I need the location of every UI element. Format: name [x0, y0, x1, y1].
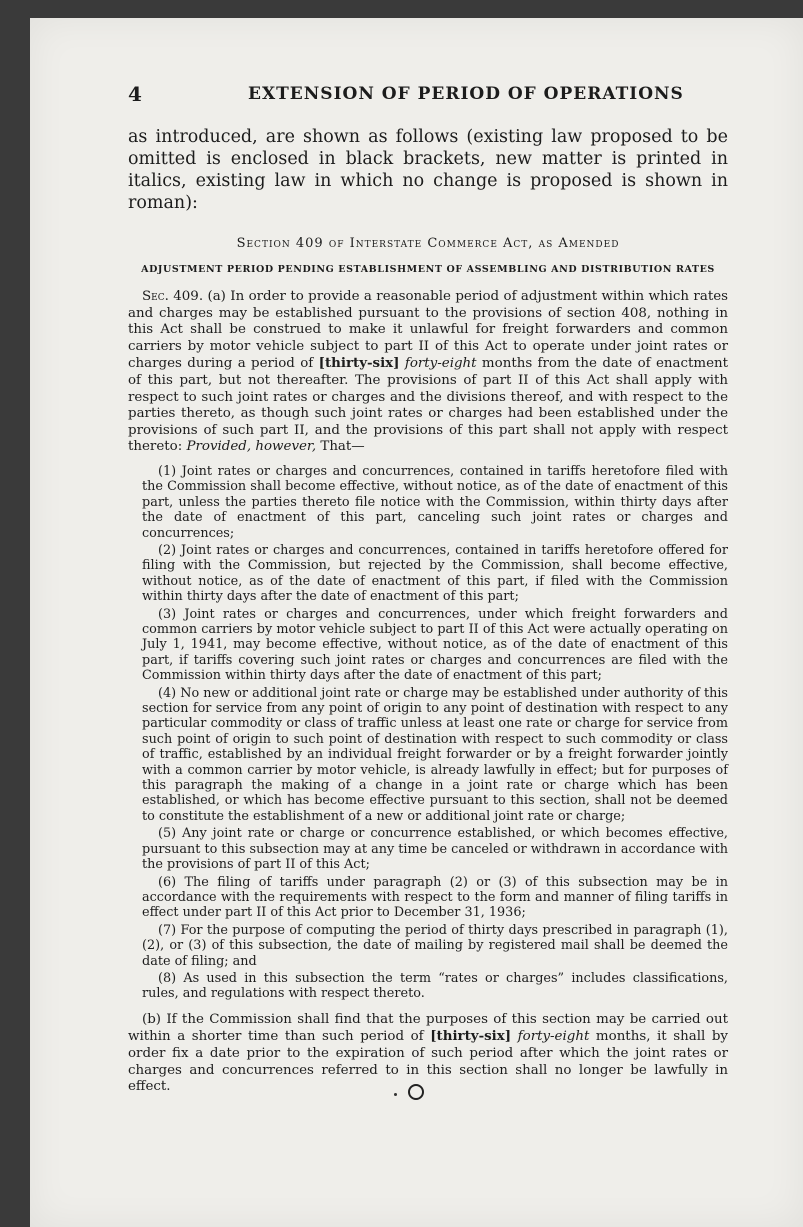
new-matter-text: forty-eight [517, 1029, 590, 1045]
paragraph-b [128, 1012, 728, 1096]
circle-mark-icon [408, 1084, 424, 1100]
list-item: (1) Joint rates or charges and concurrences, contained in tariffs heretofore filed with the Commission shall become effective, without notice, as of the date of enactment of this part, unless the parties thereto file notice with the Commission, within thirty days after the date of enactment of this part, canceling such joint rates or charges and concurrences; [142, 463, 728, 541]
intro-paragraph: as introduced, are shown as follows (existing law proposed to be omitted is enclosed in black brackets, new matter is printed in italics, existing law in which no change is proposed is shown in roman): [128, 127, 728, 213]
paragraph-b-text-2: months, it shall by order fix a date prior to the expiration of such period after which the joint rates or charges and concurrences referred to in this section shall no longer be lawfully in effect. [128, 1029, 728, 1095]
proviso-text: Provided, however, [186, 439, 317, 455]
section-label: Sec. 409. [142, 289, 204, 304]
list-item: (3) Joint rates or charges and concurrences, under which freight forwarders and common carriers by motor vehicle subject to part II of this Act were actually operating on July 1, 1941, may become effective, without notice, as of the date of enactment of this part, if tariffs covering such joint rates or charges and concurrences are filed with the Commission within thirty days after the date of enactment of this part; [142, 606, 728, 684]
new-matter-text: forty-eight [404, 356, 477, 372]
page-content [128, 82, 728, 1096]
running-header [128, 82, 728, 112]
list-item: (8) As used in this subsection the term “rates or charges” includes classifications, rules, and regulations with respect thereto. [142, 970, 728, 1002]
paragraph-b-text-1: (b) If the Commission shall find that the purposes of this section may be carried out within a shorter time than such period of [128, 1011, 728, 1045]
omitted-text: [thirty-six] [430, 1028, 512, 1045]
list-item: (6) The filing of tariffs under paragraph (2) or (3) of this subsection may be in accordance with the requirements with respect to the form and manner of filing tariffs in effect under part II of this Act prior to December 31, 1936; [142, 874, 728, 921]
paragraph-a [128, 289, 728, 456]
list-item: (2) Joint rates or charges and concurrences, contained in tariffs heretofore offered for filing with the Commission, but rejected by the Commission, shall become effective, without notice, as of the date of enactment of this part, if filed with the Commission within thirty days after the date of enactment of this part; [142, 542, 728, 605]
running-title: EXTENSION OF PERIOD OF OPERATIONS [248, 84, 684, 104]
paragraph-a-text-1: (a) In order to provide a reasonable period of adjustment within which rates and charges may be established pursuant to the provisions of section 408, nothing in this Act shall be construed to make it unlawful for freight forwarders and common carriers by motor vehicle subject to part II of this Act to operate under joint rates or charges during a period of [128, 289, 728, 372]
page-number: 4 [128, 82, 143, 106]
dot-mark [394, 1093, 397, 1096]
document-page [30, 18, 803, 1227]
sub-heading: ADJUSTMENT PERIOD PENDING ESTABLISHMENT OF ASSEMBLING AND DISTRIBUTION RATES [141, 264, 715, 275]
subsection-list [128, 464, 728, 1002]
list-item: (5) Any joint rate or charge or concurrence established, or which becomes effective, pursuant to this subsection may at any time be canceled or withdrawn in accordance with the provisions of part II of this Act; [142, 826, 728, 873]
paragraph-a-text-2: months from the date of enactment of this part, but not thereafter. The provisions of part II of this Act shall apply with respect to such joint rates or charges and the divisions thereof, and with respect to the parties thereto, as though such joint rates or charges had been established under the provisions of such part II, and the provisions of this part shall not apply with respect thereto: [128, 356, 728, 455]
section-heading: Section 409 of Interstate Commerce Act, as Amended [236, 236, 620, 251]
omitted-text: [thirty-six] [318, 355, 400, 372]
list-item: (7) For the purpose of computing the period of thirty days prescribed in paragraph (1), (2), or (3) of this subsection, the date of mailing by registered mail shall be deemed the date of filing; and [142, 922, 728, 969]
list-item: (4) No new or additional joint rate or charge may be established under authority of this section for service from any point of origin to any point of destination with respect to any particular commodity or class of traffic unless at least one rate or charge for service from such point of origin to such point of destination with respect to such commodity or class of traffic, established by an individual freight forwarder or by a freight forwarder jointly with a common carrier by motor vehicle, is already lawfully in effect; but for purposes of this paragraph the making of a change in a joint rate or charge which has been established, or which has become effective pursuant to this section, shall not be deemed to constitute the establishment of a new or additional joint rate or charge; [142, 685, 728, 824]
paragraph-a-text-3: That— [316, 439, 365, 455]
